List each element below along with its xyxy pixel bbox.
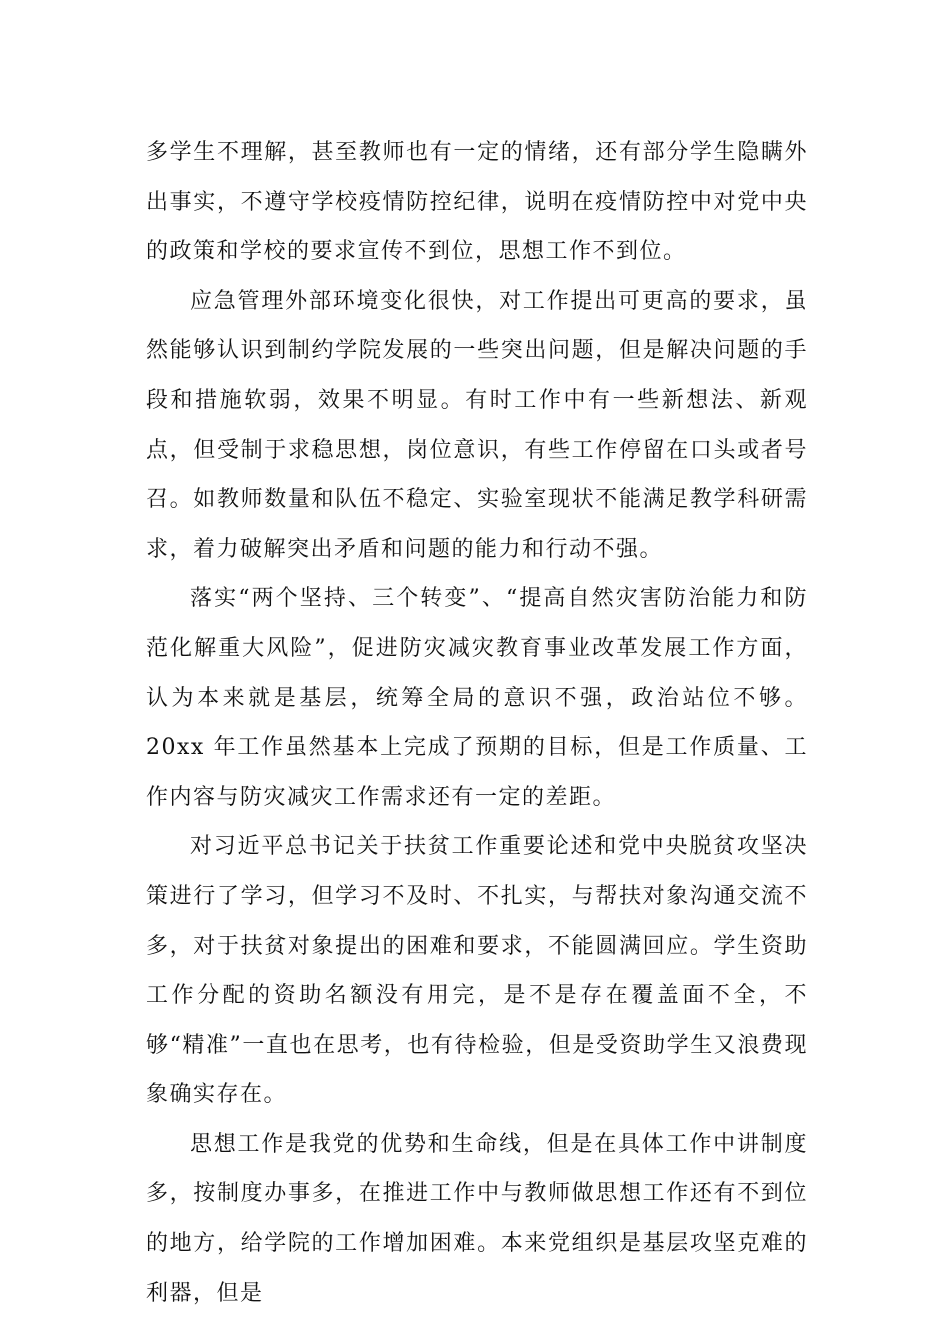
paragraph-1: 多学生不理解，甚至教师也有一定的情绪，还有部分学生隐瞒外出事实，不遵守学校疫情防控纪律，说明在疫情防控中对党中央的政策和学校的要求宣传不到位，思想工作不到位。 xyxy=(146,140,808,265)
paragraph-4: 对习近平总书记关于扶贫工作重要论述和党中央脱贫攻坚决策进行了学习，但学习不及时、不扎实，与帮扶对象沟通交流不多，对于扶贫对象提出的困难和要求，不能圆满回应。学生资助工作分配的资助名额没有用完，是不是存在覆盖面不全，不够“精准”一直也在思考，也有待检验，但是受资助学生又浪费现象确实存在。 xyxy=(146,834,808,1108)
paragraph-3: 落实“两个坚持、三个转变”、“提高自然灾害防治能力和防范化解重大风险”，促进防灾减灾教育事业改革发展工作方面，认为本来就是基层，统筹全局的意识不强，政治站位不够。20xx 年工作虽然基本上完成了预期的目标，但是工作质量、工作内容与防灾减灾工作需求还有一定的差距。 xyxy=(146,586,808,810)
paragraph-2: 应急管理外部环境变化很快，对工作提出可更高的要求，虽然能够认识到制约学院发展的一些突出问题，但是解决问题的手段和措施软弱，效果不明显。有时工作中有一些新想法、新观点，但受制于求稳思想，岗位意识，有些工作停留在口头或者号召。如教师数量和队伍不稳定、实验室现状不能满足教学科研需求，着力破解突出矛盾和问题的能力和行动不强。 xyxy=(146,288,808,562)
document-body xyxy=(146,128,808,1318)
paragraph-5: 思想工作是我党的优势和生命线，但是在具体工作中讲制度多，按制度办事多，在推进工作中与教师做思想工作还有不到位的地方，给学院的工作增加困难。本来党组织是基层攻坚克难的利器，但是 xyxy=(146,1131,808,1306)
